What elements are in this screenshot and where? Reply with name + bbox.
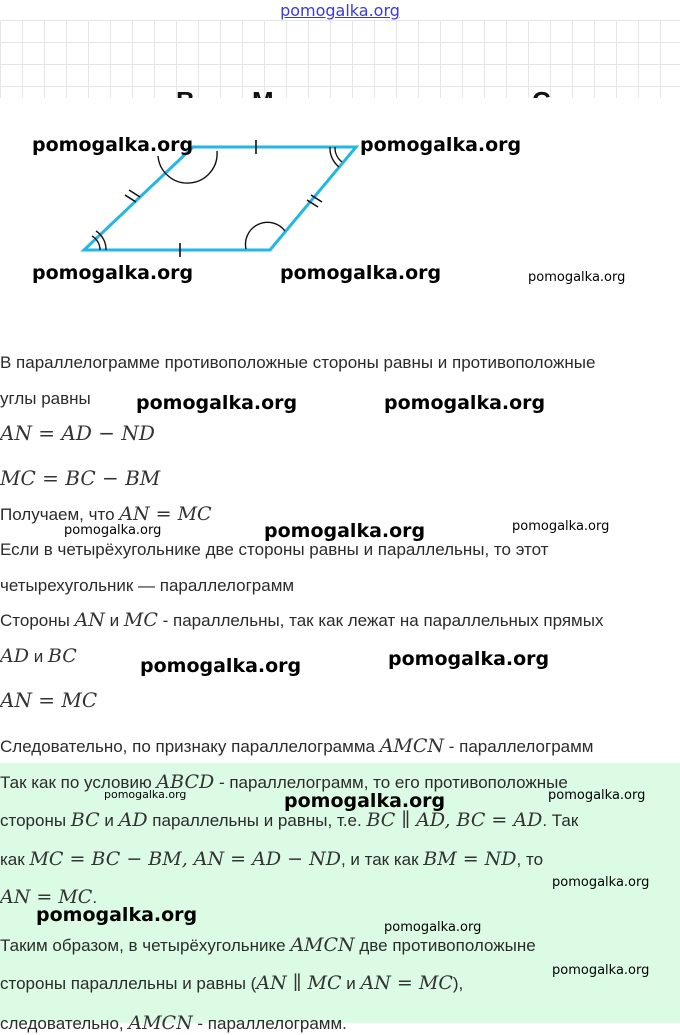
text-segment: , то bbox=[516, 850, 544, 869]
watermark: pomogalka.org bbox=[388, 648, 550, 670]
tick-marks bbox=[125, 140, 322, 257]
watermark: pomogalka.org bbox=[552, 875, 650, 890]
text-segment: как bbox=[0, 850, 30, 869]
text-segment: и bbox=[28, 647, 48, 666]
watermark: pomogalka.org bbox=[264, 520, 426, 542]
watermark: pomogalka.org bbox=[384, 392, 546, 414]
text-segment: Следовательно, по признаку параллелограмма bbox=[0, 737, 380, 756]
text-segment: две противоположыне bbox=[354, 936, 536, 955]
inline-math: BC ∥ AD, BC = AD bbox=[366, 809, 543, 831]
solution-line bbox=[0, 1012, 347, 1035]
watermark: pomogalka.org bbox=[284, 790, 446, 812]
watermark: pomogalka.org bbox=[32, 262, 194, 284]
text-segment: и bbox=[341, 974, 361, 993]
paragraph-line: углы равны bbox=[0, 389, 91, 408]
text-segment: параллельны и равны, т.е. bbox=[147, 811, 367, 830]
text-segment: стороны bbox=[0, 811, 71, 830]
watermark: pomogalka.org bbox=[512, 519, 610, 534]
paragraph-line: В параллелограмме противоположные стороны равны и противоположные bbox=[0, 353, 596, 372]
inline-math: AN bbox=[74, 609, 105, 631]
watermark: pomogalka.org bbox=[36, 904, 198, 926]
solution-line bbox=[0, 934, 536, 957]
inline-math: BC bbox=[70, 809, 100, 831]
text-segment: и bbox=[104, 611, 124, 630]
paragraph-line: четырехугольник — параллелограмм bbox=[0, 576, 295, 595]
inline-math: MC = BC − BM, AN = AD − ND bbox=[29, 848, 341, 870]
text-segment: - параллелограмм, то его противоположные bbox=[214, 773, 568, 792]
inline-math: AN = MC bbox=[360, 972, 453, 994]
watermark: pomogalka.org bbox=[64, 523, 162, 538]
inline-math: AN ∥ MC bbox=[256, 972, 342, 994]
inline-math: AMCN bbox=[290, 934, 355, 956]
text-segment: . bbox=[92, 888, 98, 907]
text-segment: ), bbox=[452, 974, 464, 993]
watermark: pomogalka.org bbox=[528, 270, 626, 285]
inline-math: AD bbox=[118, 809, 148, 831]
inline-math: BC bbox=[47, 645, 77, 667]
text-segment: - параллелограмм. bbox=[192, 1014, 347, 1033]
parallelogram-figure bbox=[0, 98, 680, 298]
text-segment: , и так как bbox=[340, 850, 424, 869]
text-segment: Стороны bbox=[0, 611, 75, 630]
cut-off-heading bbox=[0, 84, 680, 98]
equation: AN = AD − ND bbox=[0, 421, 155, 445]
solution-line bbox=[0, 809, 578, 832]
watermark: pomogalka.org bbox=[140, 655, 302, 677]
paragraph-line bbox=[0, 609, 603, 632]
inline-math: ABCD bbox=[156, 771, 215, 793]
inline-math: AMCN bbox=[379, 735, 445, 757]
text-segment: Таким образом, в четырёхугольнике bbox=[0, 936, 291, 955]
inline-math: AD bbox=[0, 645, 29, 667]
text-segment: Так как по условию bbox=[0, 773, 157, 792]
inline-math: AN = MC bbox=[0, 886, 93, 908]
watermark: pomogalka.org bbox=[280, 262, 442, 284]
watermark: pomogalka.org bbox=[552, 963, 650, 978]
watermark: pomogalka.org bbox=[104, 788, 187, 801]
solution-line bbox=[0, 972, 463, 995]
text-segment: - параллелограмм bbox=[444, 737, 594, 756]
inline-math: MC bbox=[123, 609, 158, 631]
site-watermark-link[interactable]: pomogalka.org bbox=[280, 1, 400, 20]
text-segment: следовательно, bbox=[0, 1014, 129, 1033]
paragraph-line: Если в четырёхугольнике две стороны равны и параллельны, то этот bbox=[0, 540, 549, 559]
watermark: pomogalka.org bbox=[360, 134, 522, 156]
watermark: pomogalka.org bbox=[548, 788, 646, 803]
inline-math: AN = MC bbox=[119, 503, 212, 525]
watermark: pomogalka.org bbox=[32, 134, 194, 156]
paragraph-line bbox=[0, 735, 594, 758]
watermark: pomogalka.org bbox=[136, 392, 298, 414]
text-segment: стороны параллельны и равны ( bbox=[0, 974, 257, 993]
inline-math: BM = ND bbox=[423, 848, 517, 870]
text-segment: и bbox=[99, 811, 119, 830]
paragraph-line bbox=[0, 645, 77, 668]
equation: MC = BC − BM bbox=[0, 466, 161, 490]
inline-math: AMCN bbox=[128, 1012, 193, 1034]
text-segment: Получаем, что bbox=[0, 505, 120, 524]
watermark: pomogalka.org bbox=[384, 920, 482, 935]
text-segment: - параллельны, так как лежат на параллельных прямых bbox=[157, 611, 604, 630]
equation: AN = MC bbox=[0, 688, 98, 712]
text-segment: . Так bbox=[542, 811, 579, 830]
solution-line bbox=[0, 848, 543, 871]
